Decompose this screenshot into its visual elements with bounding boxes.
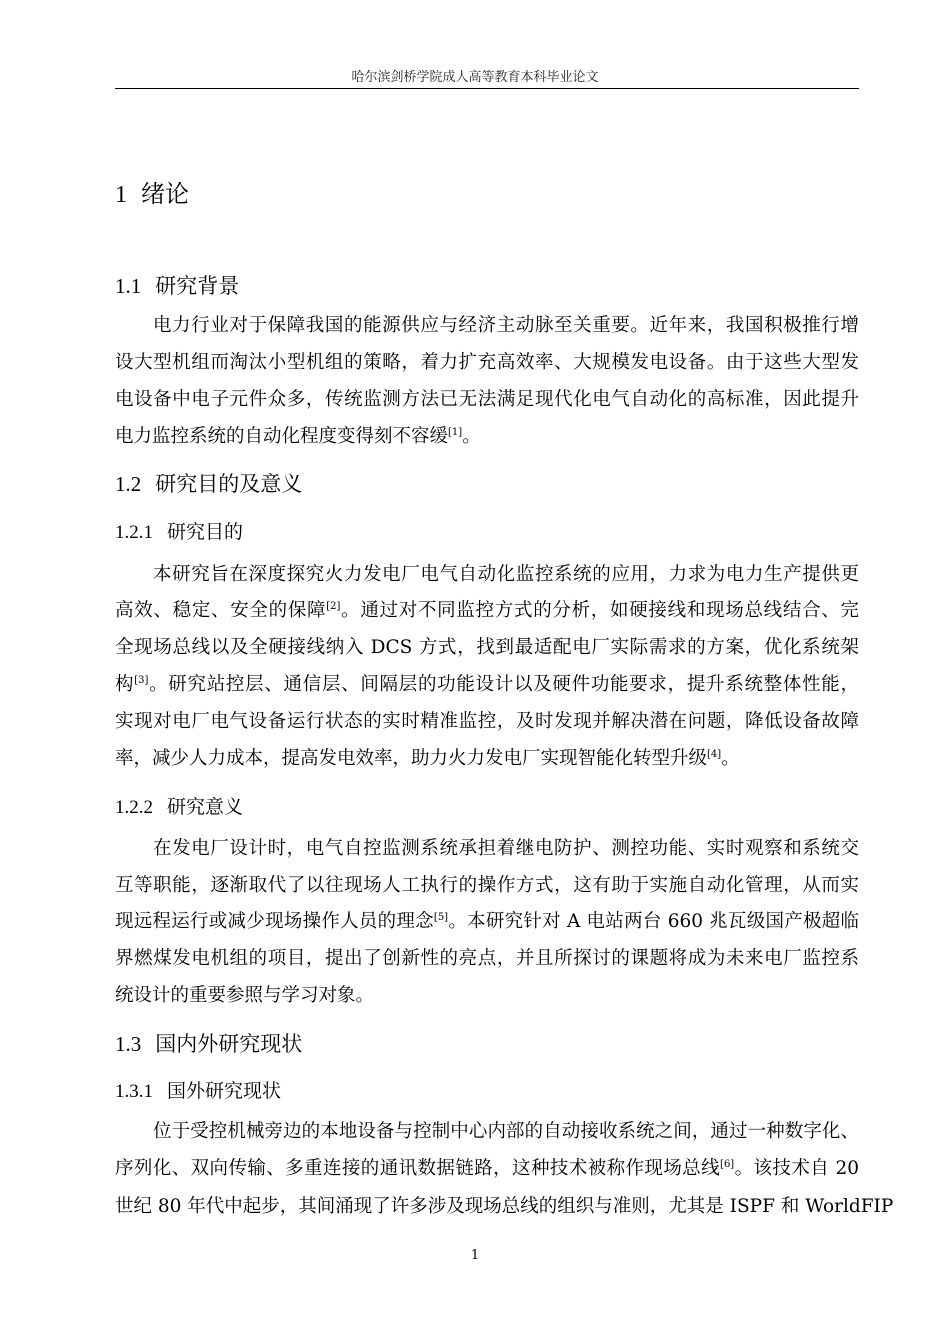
paragraph-line: 构[3]。研究站控层、通信层、间隔层的功能设计以及硬件功能要求，提升系统整体性能， [115,674,859,695]
paragraph-line: 世纪 80 年代中起步，其间涌现了许多涉及现场总线的组织与准则，尤其是 ISPF 和 WorldFIP [115,1196,894,1217]
paragraph-line: 本研究旨在深度探究火力发电厂电气自动化监控系统的应用，力求为电力生产提供更 [153,564,859,585]
section-number: 1.1 [115,274,142,298]
citation-ref: [3] [134,675,149,686]
paragraph-line: 电设备中电子元件众多，传统监测方法已无法满足现代化电气自动化的高标准，因此提升 [115,389,859,410]
chapter-heading [115,174,189,209]
paragraph-line: 互等职能，逐渐取代了以往现场人工执行的操作方式，这有助于实施自动化管理，从而实 [115,875,859,896]
section-heading [115,468,302,498]
section-heading [115,517,243,544]
paragraph-line: 位于受控机械旁边的本地设备与控制中心内部的自动接收系统之间，通过一种数字化、 [153,1121,859,1142]
section-number: 1.3 [115,1032,142,1056]
section-title: 国内外研究现状 [155,1032,303,1056]
paragraph-line: 率，减少人力成本，提高发电效率，助力火力发电厂实现智能化转型升级[4]。 [115,748,740,769]
citation-ref: [4] [707,749,722,760]
section-number: 1.2.1 [115,522,153,543]
citation-ref: [2] [326,601,341,612]
section-number: 1.2 [115,472,142,496]
paragraph-line: 高效、稳定、安全的保障[2]。通过对不同监控方式的分析，如硬接线和现场总线结合、完 [115,600,859,621]
section-number: 1.2.2 [115,797,153,818]
paragraph-line: 现远程运行或减少现场操作人员的理念[5]。本研究针对 A 电站两台 660 兆瓦级国产极超临 [115,911,859,932]
section-number: 1.3.1 [115,1081,153,1102]
citation-ref: [6] [720,1159,735,1170]
paragraph-line: 设大型机组而淘汰小型机组的策略，着力扩充高效率、大规模发电设备。由于这些大型发 [115,352,859,373]
chapter-title: 绪论 [141,180,189,208]
header-rule [115,88,859,89]
section-title: 研究背景 [155,274,240,298]
running-header: 哈尔滨剑桥学院成人高等教育本科毕业论文 [351,70,599,85]
section-title: 研究目的 [167,521,244,543]
citation-ref: [1] [448,427,463,438]
citation-ref: [5] [433,912,449,923]
paragraph-line: 统设计的重要参照与学习对象。 [115,985,375,1006]
section-heading [115,792,243,819]
page-number: 1 [470,1248,480,1263]
chapter-number: 1 [115,182,127,208]
paragraph-line: 序列化、双向传输、多重连接的通讯数据链路，这种技术被称作现场总线[6]。该技术自 20 [115,1158,859,1179]
paragraph-line: 电力监控系统的自动化程度变得刻不容缓[1]。 [115,426,481,447]
paragraph-line: 电力行业对于保障我国的能源供应与经济主动脉至关重要。近年来，我国积极推行增 [153,315,859,336]
section-heading [115,270,239,300]
paragraph-line: 在发电厂设计时，电气自控监测系统承担着继电防护、测控功能、实时观察和系统交 [153,838,859,859]
section-title: 研究目的及意义 [155,472,303,496]
section-title: 国外研究现状 [167,1080,282,1102]
section-heading [115,1028,302,1058]
paragraph-line: 界燃煤发电机组的项目，提出了创新性的亮点，并且所探讨的课题将成为未来电厂监控系 [115,948,859,969]
section-title: 研究意义 [167,796,244,818]
section-heading [115,1076,281,1103]
paragraph-line: 全现场总线以及全硬接线纳入 DCS 方式，找到最适配电厂实际需求的方案，优化系统架 [115,637,859,658]
paragraph-line: 实现对电厂电气设备运行状态的实时精准监控，及时发现并解决潜在问题，降低设备故障 [115,711,859,732]
